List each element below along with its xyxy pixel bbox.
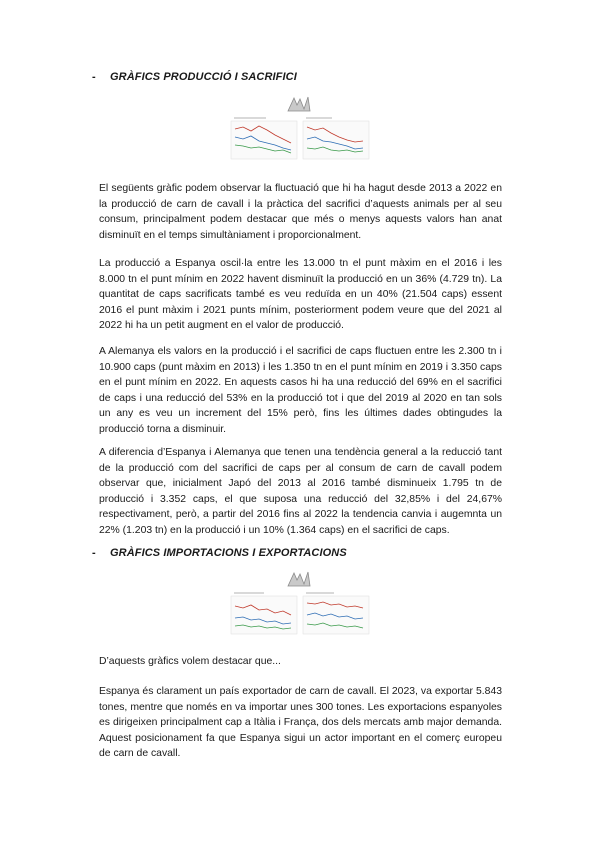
chart-thumbnail-imports bbox=[230, 590, 298, 636]
paragraph-intro: El següents gràfic podem observar la fluctuació que hi ha hagut desde 2013 a 2022 en la producció de carn de cavall i la pràctica del sacrifici d’aquests animals per al seu consum, principalment podem destacar que més o menys aquests valors han anat disminuït en el temps simultàniament i proporcionalment. bbox=[99, 183, 502, 241]
chart-thumbnail-production bbox=[230, 115, 298, 161]
bullet-dash: - bbox=[92, 71, 96, 83]
section-heading-production bbox=[92, 71, 297, 83]
logo-icon bbox=[286, 95, 312, 113]
chart-thumbnail-exports bbox=[302, 590, 370, 636]
figure-trade-charts bbox=[230, 570, 370, 640]
paragraph-japan: A diferencia d’Espanya i Alemanya que tenen una tendència general a la reducció tant de la producció com del sacrifici de caps per al consum de carn de cavall podem observar que, inicialment Japó del 2013 al 2016 també disminueix 1.795 tn de producció i 3.352 caps, el que suposa una reducció del 32,85% i del 24,67% respectivament, però, a partir del 2016 fins al 2022 la tendencia canvia i augemnta un 22% (1.203 tn) en la producció i un 10% (1.364 caps) en el sacrifici de caps. bbox=[99, 447, 502, 536]
paragraph-germany: A Alemanya els valors en la producció i el sacrifici de caps fluctuen entre les 2.300 tn i 10.900 caps (punt màxim en 2013) i les 1.350 tn en el punt mínim en 2019 i 3.350 caps en el punt mínim en 2022. En aquests casos hi ha una reducció del 69% en el sacrifici de caps i una reducció del 53% en la producció tot i que del 2019 al 2020 en tan sols un any es veu un increment del 15% però, fins les últimes dades obtingudes la producció torna a disminuir. bbox=[99, 346, 502, 435]
figure-production-charts bbox=[230, 95, 370, 165]
bullet-dash: - bbox=[92, 547, 96, 559]
logo-icon bbox=[286, 570, 312, 588]
paragraph-spain-exports: Espanya és clarament un país exportador de carn de cavall. El 2023, va exportar 5.843 tones, mentre que només en va importar unes 300 tones. Les exportacions espanyoles es dirigeixen principalment cap a Itàlia i França, dos dels mercats amb major demanda. Aquest posicionament fa que Espanya sigui un actor important en el comerç europeu de carn de cavall. bbox=[99, 686, 502, 760]
section-title: GRÀFICS PRODUCCIÓ I SACRIFICI bbox=[110, 71, 297, 83]
paragraph-trade-intro: D’aquests gràfics volem destacar que... bbox=[99, 656, 281, 667]
section-heading-trade bbox=[92, 547, 347, 559]
section-title: GRÀFICS IMPORTACIONS I EXPORTACIONS bbox=[110, 547, 347, 559]
paragraph-spain: La producció a Espanya oscil·la entre les 13.000 tn el punt màxim en el 2016 i les 8.000 tn el punt mínim en 2022 havent disminuït la producció en un 36% (4.729 tn). La quantitat de caps sacrificats també es veu reduïda en un 40% (21.504 caps) essent 2016 el punt màxim i 2021 punts mínim, posteriorment podem veure que del 2021 al 2022 hi ha un petit augment en el valor de producció. bbox=[99, 258, 502, 332]
chart-thumbnail-slaughter bbox=[302, 115, 370, 161]
